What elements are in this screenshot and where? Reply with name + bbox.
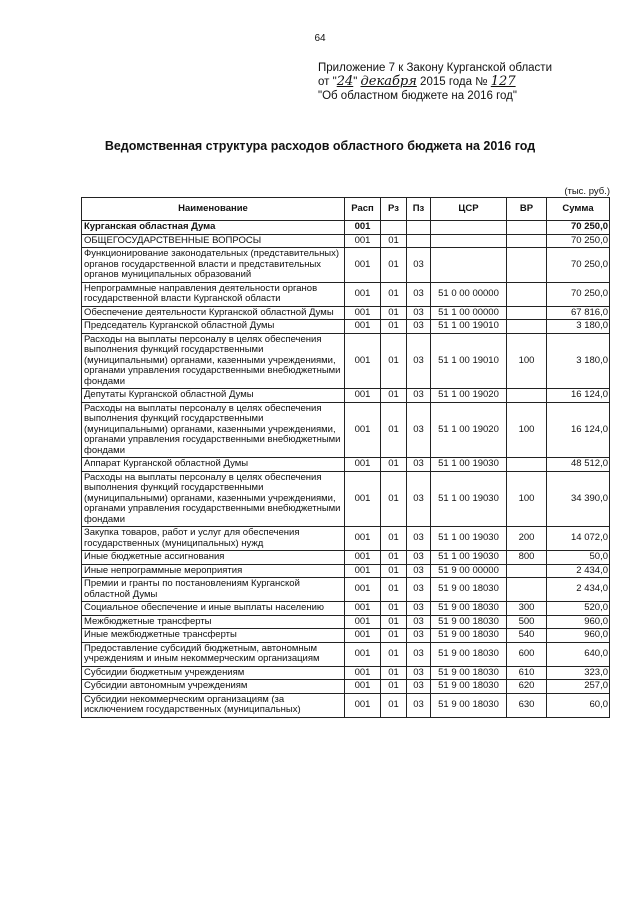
cell-name: Субсидии бюджетным учреждениям bbox=[82, 666, 345, 680]
cell-sum: 257,0 bbox=[547, 680, 610, 694]
cell-rz: 01 bbox=[381, 629, 407, 643]
cell-csr: 51 0 00 00000 bbox=[431, 282, 507, 306]
cell-csr bbox=[431, 234, 507, 248]
table-row bbox=[82, 527, 610, 551]
table-row bbox=[82, 471, 610, 527]
cell-vr bbox=[507, 282, 547, 306]
cell-csr: 51 1 00 19030 bbox=[431, 551, 507, 565]
header-rasp: Расп bbox=[345, 198, 381, 221]
cell-csr: 51 1 00 19020 bbox=[431, 389, 507, 403]
cell-rasp: 001 bbox=[345, 471, 381, 527]
cell-name: Иные бюджетные ассигнования bbox=[82, 551, 345, 565]
header-vr: ВР bbox=[507, 198, 547, 221]
cell-sum: 67 816,0 bbox=[547, 306, 610, 320]
cell-rasp: 001 bbox=[345, 282, 381, 306]
cell-name: Субсидии автономным учреждениям bbox=[82, 680, 345, 694]
table-row bbox=[82, 615, 610, 629]
cell-rz: 01 bbox=[381, 615, 407, 629]
cell-name: Расходы на выплаты персоналу в целях обеспечения выполнения функций государственными (муниципальными) органами, казенными учреждениями, органами управления государственными внебюджетными фондами bbox=[82, 333, 345, 389]
cell-sum: 34 390,0 bbox=[547, 471, 610, 527]
document-title: Ведомственная структура расходов областного бюджета на 2016 год bbox=[104, 139, 536, 153]
cell-vr: 100 bbox=[507, 333, 547, 389]
header-sum: Сумма bbox=[547, 198, 610, 221]
cell-vr: 500 bbox=[507, 615, 547, 629]
units-label: (тыс. руб.) bbox=[564, 186, 610, 197]
table-header-row bbox=[82, 198, 610, 221]
cell-rz: 01 bbox=[381, 471, 407, 527]
cell-csr: 51 1 00 19010 bbox=[431, 333, 507, 389]
cell-name: ОБЩЕГОСУДАРСТВЕННЫЕ ВОПРОСЫ bbox=[82, 234, 345, 248]
table-row bbox=[82, 234, 610, 248]
cell-csr: 51 9 00 00000 bbox=[431, 564, 507, 578]
cell-pz: 03 bbox=[407, 320, 431, 334]
cell-name: Непрограммные направления деятельности органов государственной власти Курганской области bbox=[82, 282, 345, 306]
date-month: декабря bbox=[360, 74, 417, 89]
cell-vr bbox=[507, 306, 547, 320]
cell-name: Председатель Курганской областной Думы bbox=[82, 320, 345, 334]
law-number: 127 bbox=[490, 74, 516, 89]
cell-sum: 14 072,0 bbox=[547, 527, 610, 551]
cell-rasp: 001 bbox=[345, 602, 381, 616]
cell-rasp: 001 bbox=[345, 320, 381, 334]
cell-pz bbox=[407, 221, 431, 235]
cell-rz: 01 bbox=[381, 458, 407, 472]
cell-name: Социальное обеспечение и иные выплаты населению bbox=[82, 602, 345, 616]
cell-sum: 70 250,0 bbox=[547, 248, 610, 283]
cell-name: Функционирование законодательных (представительных) органов государственной власти и представительных органов муниципальных образований bbox=[82, 248, 345, 283]
cell-sum: 960,0 bbox=[547, 629, 610, 643]
appendix-line: Приложение 7 к Закону Курганской области bbox=[318, 62, 552, 74]
table-row bbox=[82, 282, 610, 306]
table-row bbox=[82, 578, 610, 602]
cell-rz: 01 bbox=[381, 578, 407, 602]
cell-vr: 100 bbox=[507, 402, 547, 458]
header-pz: Пз bbox=[407, 198, 431, 221]
cell-vr bbox=[507, 578, 547, 602]
cell-pz: 03 bbox=[407, 680, 431, 694]
cell-pz: 03 bbox=[407, 615, 431, 629]
cell-rasp: 001 bbox=[345, 578, 381, 602]
header-rz: Рз bbox=[381, 198, 407, 221]
cell-pz bbox=[407, 234, 431, 248]
cell-rz: 01 bbox=[381, 680, 407, 694]
cell-rz: 01 bbox=[381, 248, 407, 283]
cell-rz: 01 bbox=[381, 693, 407, 717]
cell-sum: 60,0 bbox=[547, 693, 610, 717]
cell-sum: 3 180,0 bbox=[547, 320, 610, 334]
cell-rz: 01 bbox=[381, 234, 407, 248]
cell-pz: 03 bbox=[407, 602, 431, 616]
cell-rz: 01 bbox=[381, 282, 407, 306]
cell-pz: 03 bbox=[407, 402, 431, 458]
cell-pz: 03 bbox=[407, 629, 431, 643]
table-row bbox=[82, 551, 610, 565]
cell-pz: 03 bbox=[407, 578, 431, 602]
cell-rasp: 001 bbox=[345, 615, 381, 629]
cell-name: Иные межбюджетные трансферты bbox=[82, 629, 345, 643]
cell-rz: 01 bbox=[381, 666, 407, 680]
cell-rasp: 001 bbox=[345, 564, 381, 578]
cell-pz: 03 bbox=[407, 666, 431, 680]
cell-rasp: 001 bbox=[345, 666, 381, 680]
table-row bbox=[82, 389, 610, 403]
cell-vr: 600 bbox=[507, 642, 547, 666]
cell-sum: 70 250,0 bbox=[547, 234, 610, 248]
cell-name: Субсидии некоммерческим организациям (за исключением государственных (муниципальных) bbox=[82, 693, 345, 717]
cell-sum: 520,0 bbox=[547, 602, 610, 616]
date-prefix: от bbox=[318, 76, 330, 88]
cell-rz: 01 bbox=[381, 551, 407, 565]
appendix-date-line: от "24" декабря 2015 года № 127 bbox=[318, 74, 516, 89]
cell-csr bbox=[431, 221, 507, 235]
cell-rasp: 001 bbox=[345, 234, 381, 248]
cell-sum: 640,0 bbox=[547, 642, 610, 666]
cell-name: Закупка товаров, работ и услуг для обеспечения государственных (муниципальных) нужд bbox=[82, 527, 345, 551]
cell-csr: 51 9 00 18030 bbox=[431, 602, 507, 616]
cell-rasp: 001 bbox=[345, 389, 381, 403]
table-row bbox=[82, 602, 610, 616]
cell-vr: 620 bbox=[507, 680, 547, 694]
page-number: 64 bbox=[314, 33, 326, 44]
cell-csr: 51 9 00 18030 bbox=[431, 629, 507, 643]
table-row bbox=[82, 320, 610, 334]
cell-rz: 01 bbox=[381, 642, 407, 666]
cell-name: Депутаты Курганской областной Думы bbox=[82, 389, 345, 403]
cell-vr bbox=[507, 458, 547, 472]
cell-name: Иные непрограммные мероприятия bbox=[82, 564, 345, 578]
budget-table bbox=[81, 197, 610, 718]
cell-sum: 3 180,0 bbox=[547, 333, 610, 389]
cell-csr: 51 9 00 18030 bbox=[431, 578, 507, 602]
cell-pz: 03 bbox=[407, 282, 431, 306]
cell-rasp: 001 bbox=[345, 333, 381, 389]
cell-vr bbox=[507, 320, 547, 334]
cell-rasp: 001 bbox=[345, 527, 381, 551]
cell-rz: 01 bbox=[381, 389, 407, 403]
cell-name: Предоставление субсидий бюджетным, автономным учреждениям и иным некоммерческим организациям bbox=[82, 642, 345, 666]
cell-sum: 16 124,0 bbox=[547, 402, 610, 458]
cell-rz: 01 bbox=[381, 306, 407, 320]
cell-sum: 48 512,0 bbox=[547, 458, 610, 472]
header-name: Наименование bbox=[82, 198, 345, 221]
table-row bbox=[82, 642, 610, 666]
cell-csr: 51 9 00 18030 bbox=[431, 615, 507, 629]
cell-vr bbox=[507, 389, 547, 403]
cell-rz: 01 bbox=[381, 564, 407, 578]
cell-csr: 51 1 00 19030 bbox=[431, 471, 507, 527]
cell-name: Межбюджетные трансферты bbox=[82, 615, 345, 629]
cell-rasp: 001 bbox=[345, 551, 381, 565]
cell-rz: 01 bbox=[381, 527, 407, 551]
table-row bbox=[82, 221, 610, 235]
header-csr: ЦСР bbox=[431, 198, 507, 221]
cell-sum: 50,0 bbox=[547, 551, 610, 565]
cell-pz: 03 bbox=[407, 333, 431, 389]
cell-csr: 51 1 00 19030 bbox=[431, 458, 507, 472]
cell-pz: 03 bbox=[407, 551, 431, 565]
cell-csr: 51 1 00 19020 bbox=[431, 402, 507, 458]
cell-rz: 01 bbox=[381, 402, 407, 458]
cell-rasp: 001 bbox=[345, 642, 381, 666]
cell-pz: 03 bbox=[407, 693, 431, 717]
cell-vr bbox=[507, 234, 547, 248]
cell-rz: 01 bbox=[381, 333, 407, 389]
cell-vr: 300 bbox=[507, 602, 547, 616]
cell-rasp: 001 bbox=[345, 693, 381, 717]
table-row bbox=[82, 666, 610, 680]
table-row bbox=[82, 333, 610, 389]
cell-csr bbox=[431, 248, 507, 283]
cell-pz: 03 bbox=[407, 458, 431, 472]
cell-rz: 01 bbox=[381, 320, 407, 334]
cell-pz: 03 bbox=[407, 564, 431, 578]
cell-rasp: 001 bbox=[345, 248, 381, 283]
cell-vr bbox=[507, 564, 547, 578]
cell-rasp: 001 bbox=[345, 221, 381, 235]
cell-vr bbox=[507, 221, 547, 235]
cell-name: Аппарат Курганской областной Думы bbox=[82, 458, 345, 472]
cell-sum: 2 434,0 bbox=[547, 564, 610, 578]
date-day: 24 bbox=[336, 74, 354, 89]
cell-csr: 51 1 00 19010 bbox=[431, 320, 507, 334]
cell-rz bbox=[381, 221, 407, 235]
table-row bbox=[82, 564, 610, 578]
cell-name: Обеспечение деятельности Курганской областной Думы bbox=[82, 306, 345, 320]
cell-name: Курганская областная Дума bbox=[82, 221, 345, 235]
cell-csr: 51 1 00 00000 bbox=[431, 306, 507, 320]
cell-pz: 03 bbox=[407, 642, 431, 666]
cell-sum: 16 124,0 bbox=[547, 389, 610, 403]
table-row bbox=[82, 306, 610, 320]
cell-csr: 51 9 00 18030 bbox=[431, 693, 507, 717]
table-row bbox=[82, 680, 610, 694]
cell-name: Расходы на выплаты персоналу в целях обеспечения выполнения функций государственными (муниципальными) органами, казенными учреждениями, органами управления государственными внебюджетными фондами bbox=[82, 471, 345, 527]
cell-csr: 51 1 00 19030 bbox=[431, 527, 507, 551]
table-row bbox=[82, 402, 610, 458]
cell-sum: 70 250,0 bbox=[547, 221, 610, 235]
table-row bbox=[82, 629, 610, 643]
cell-rasp: 001 bbox=[345, 680, 381, 694]
cell-sum: 323,0 bbox=[547, 666, 610, 680]
appendix-header bbox=[318, 61, 552, 103]
cell-vr: 100 bbox=[507, 471, 547, 527]
cell-sum: 960,0 bbox=[547, 615, 610, 629]
cell-rasp: 001 bbox=[345, 402, 381, 458]
cell-rz: 01 bbox=[381, 602, 407, 616]
table-row bbox=[82, 248, 610, 283]
cell-rasp: 001 bbox=[345, 458, 381, 472]
cell-csr: 51 9 00 18030 bbox=[431, 666, 507, 680]
date-year: 2015 года bbox=[420, 76, 473, 88]
cell-pz: 03 bbox=[407, 306, 431, 320]
cell-pz: 03 bbox=[407, 389, 431, 403]
cell-pz: 03 bbox=[407, 527, 431, 551]
cell-pz: 03 bbox=[407, 248, 431, 283]
cell-vr: 630 bbox=[507, 693, 547, 717]
cell-vr: 800 bbox=[507, 551, 547, 565]
law-title: "Об областном бюджете на 2016 год" bbox=[318, 90, 517, 102]
cell-pz: 03 bbox=[407, 471, 431, 527]
table-row bbox=[82, 458, 610, 472]
cell-vr: 200 bbox=[507, 527, 547, 551]
cell-rasp: 001 bbox=[345, 629, 381, 643]
cell-sum: 70 250,0 bbox=[547, 282, 610, 306]
number-prefix: № bbox=[475, 76, 488, 88]
cell-name: Премии и гранты по постановлениям Курганской областной Думы bbox=[82, 578, 345, 602]
cell-vr: 610 bbox=[507, 666, 547, 680]
cell-sum: 2 434,0 bbox=[547, 578, 610, 602]
cell-rasp: 001 bbox=[345, 306, 381, 320]
cell-name: Расходы на выплаты персоналу в целях обеспечения выполнения функций государственными (муниципальными) органами, казенными учреждениями, органами управления государственными внебюджетными фондами bbox=[82, 402, 345, 458]
cell-vr bbox=[507, 248, 547, 283]
table-row bbox=[82, 693, 610, 717]
cell-csr: 51 9 00 18030 bbox=[431, 642, 507, 666]
cell-csr: 51 9 00 18030 bbox=[431, 680, 507, 694]
cell-vr: 540 bbox=[507, 629, 547, 643]
